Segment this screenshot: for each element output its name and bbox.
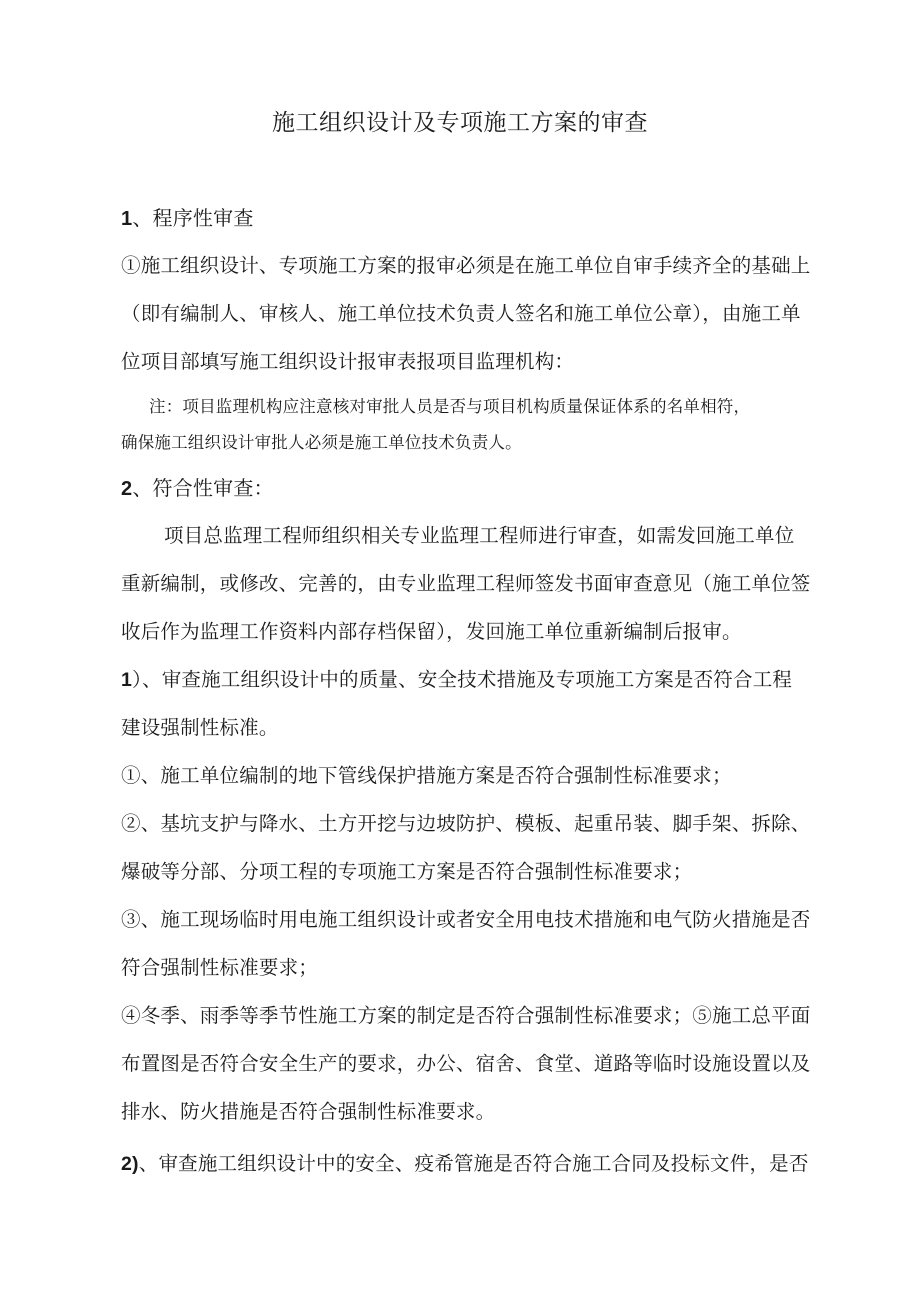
- item-1-text: ）、审查施工组织设计中的质量、安全技术措施及专项施工方案是否符合工程: [132, 668, 793, 691]
- sub-item-line-7: 布置图是否符合安全生产的要求，办公、宿舍、食堂、道路等临时设施设置以及: [121, 1052, 811, 1075]
- item-2-number: 2): [121, 1153, 139, 1175]
- section-1-note-line-2: 确保施工组织设计审批人必须是施工单位技术负责人。: [121, 433, 522, 452]
- section-1-heading: [121, 206, 254, 231]
- sub-item-line-4: ③、施工现场临时用电施工组织设计或者安全用电技术措施和电气防火措施是否: [121, 908, 811, 931]
- sub-item-line-3: 爆破等分部、分项工程的专项施工方案是否符合强制性标准要求；: [121, 860, 693, 883]
- section-2-heading: [121, 476, 274, 501]
- section-1-number: 1: [121, 208, 133, 230]
- section-1-para-line-2: （即有编制人、审核人、施工单位技术负责人签名和施工单位公章），由施工单: [121, 302, 801, 325]
- sub-item-line-1: ①、施工单位编制的地下管线保护措施方案是否符合强制性标准要求；: [121, 764, 732, 787]
- section-1-para-line-1: ①施工组织设计、专项施工方案的报审必须是在施工单位自审手续齐全的基础上: [121, 254, 811, 277]
- item-1-line-2: 建设强制性标准。: [121, 716, 279, 739]
- item-2-line-1: [121, 1152, 809, 1176]
- section-1-para-line-3: 位项目部填写施工组织设计报审表报项目监理机构：: [121, 350, 575, 373]
- section-1-note-line-1: 注：项目监理机构应注意核对审批人员是否与项目机构质量保证体系的名单相符，: [149, 397, 751, 416]
- section-2-number: 2: [121, 478, 133, 500]
- section-1-title: 、程序性审查: [132, 206, 254, 230]
- section-2-para-line-3: 收后作为监理工作资料内部存档保留），发回施工单位重新编制后报审。: [121, 620, 742, 643]
- section-2-para-line-1: 项目总监理工程师组织相关专业监理工程师进行审查，如需发回施工单位: [164, 524, 795, 547]
- section-2-title: 、符合性审查：: [132, 476, 274, 500]
- item-2-text: 、审查施工组织设计中的安全、疫希管施是否符合施工合同及投标文件，是否: [138, 1152, 809, 1175]
- sub-item-line-8: 排水、防火措施是否符合强制性标准要求。: [121, 1100, 496, 1123]
- sub-item-line-6: ④冬季、雨季等季节性施工方案的制定是否符合强制性标准要求；⑤施工总平面: [121, 1004, 811, 1027]
- page-title: 施工组织设计及专项施工方案的审查: [272, 110, 648, 136]
- sub-item-line-2: ②、基坑支护与降水、土方开挖与边坡防护、模板、起重吊装、脚手架、拆除、: [121, 812, 811, 835]
- sub-item-line-5: 符合强制性标准要求；: [121, 956, 319, 979]
- item-1-number: 1: [121, 669, 133, 691]
- item-1-line-1: [121, 668, 792, 692]
- section-2-para-line-2: 重新编制，或修改、完善的，由专业监理工程师签发书面审查意见（施工单位签: [121, 572, 811, 595]
